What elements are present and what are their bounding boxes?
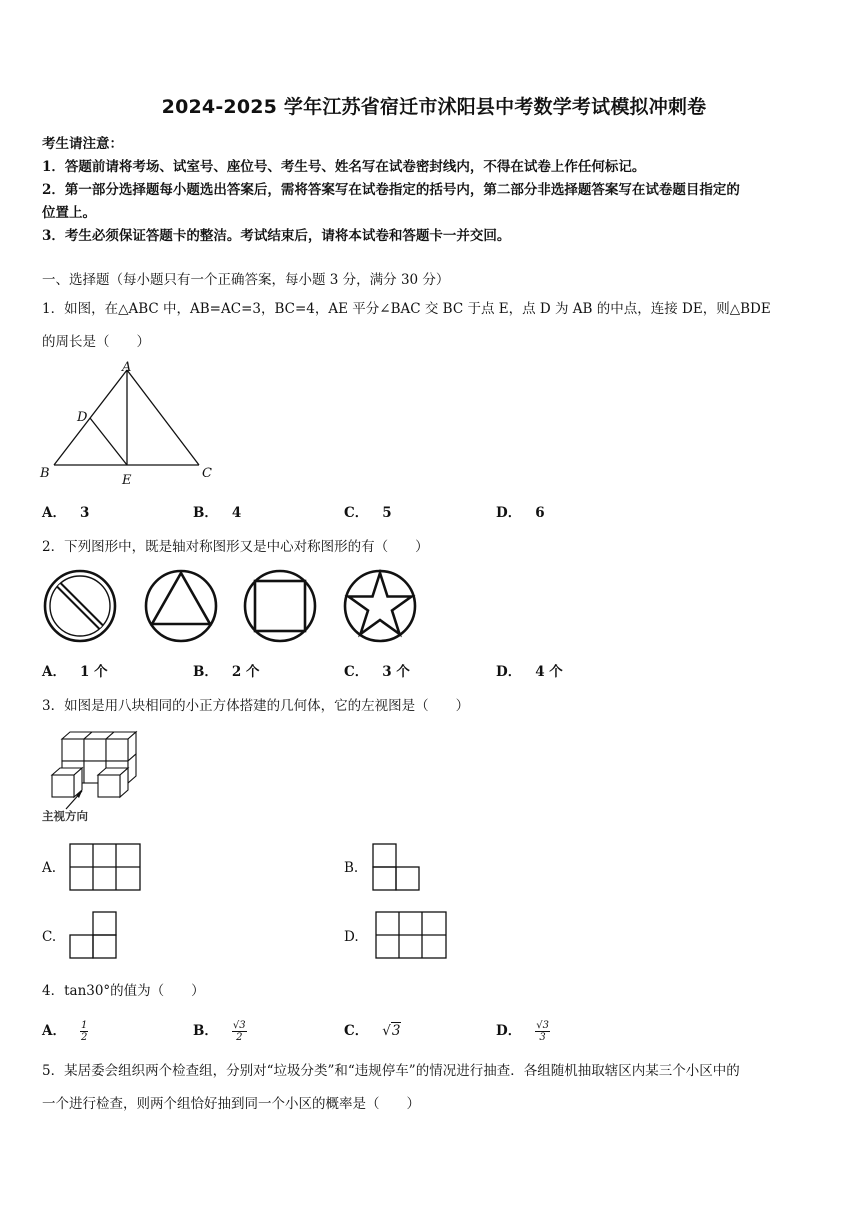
q4-option-c: C． √3 <box>344 1023 401 1039</box>
q2-option-b: B． 2 个 <box>193 664 260 680</box>
page-title: 2024-2025 学年江苏省宿迁市沭阳县中考数学考试模拟冲刺卷 <box>161 96 707 118</box>
q3-option-a-label: A. <box>42 860 57 876</box>
q3-option-d-label: D. <box>344 929 359 945</box>
question-1-text: 1．如图，在△ABC 中，AB=AC=3，BC=4，AE 平分∠BAC 交 BC 于点 E，点 D 为 AB 的中点，连接 DE，则△BDE <box>42 301 771 317</box>
q1-option-a: A． 3 <box>42 505 90 521</box>
q4-option-b: B． $\frac{√3}{2}$ <box>193 1020 246 1043</box>
q3-option-b-figure <box>372 843 424 893</box>
question-1-text-cont: 的周长是（ ） <box>42 334 150 350</box>
symmetry-shapes-figure <box>40 563 430 649</box>
q3-option-b-label: B. <box>344 860 359 876</box>
q1-option-d: D． 6 <box>496 505 545 521</box>
vertex-label-e: E <box>122 473 132 488</box>
question-2-text: 2．下列图形中，既是轴对称图形又是中心对称图形的有（ ） <box>42 539 429 555</box>
q1-option-c: C． 5 <box>344 505 392 521</box>
question-5-text: 5．某居委会组织两个检查组，分别对“垃圾分类”和“违规停车”的情况进行抽查．各组随机抽取辖区内某三个小区中的 <box>42 1063 740 1079</box>
notice-item-3: 3．考生必须保证答题卡的整洁。考试结束后，请将本试卷和答题卡一并交回。 <box>42 228 511 244</box>
q2-option-c: C． 3 个 <box>344 664 410 680</box>
question-5-text-cont: 一个进行检查，则两个组恰好抽到同一个小区的概率是（ ） <box>42 1096 420 1112</box>
vertex-label-a: A <box>122 360 132 375</box>
vertex-label-d: D <box>77 410 88 425</box>
q1-option-b: B． 4 <box>193 505 242 521</box>
fraction-root3-over-2: $\frac{√3}{2}$ <box>232 1020 246 1043</box>
q4-option-d: D． $\frac{√3}{3}$ <box>496 1020 549 1043</box>
notice-item-2: 2．第一部分选择题每小题选出答案后，需将答案写在试卷指定的括号内，第二部分非选择题答案写在试卷题目指定的 <box>42 182 740 198</box>
triangle-figure <box>36 360 218 488</box>
fraction-one-half: $\frac{1}{2}$ <box>80 1020 88 1043</box>
circle-square-shape <box>245 571 315 641</box>
circle-star-shape <box>345 571 415 641</box>
q2-option-d: D． 4 个 <box>496 664 563 680</box>
notice-heading: 考生请注意： <box>42 136 123 152</box>
circle-slash-shape <box>45 571 115 641</box>
q3-option-d-figure <box>375 911 449 961</box>
q4-option-a: A． $\frac{1}{2}$ <box>42 1020 88 1043</box>
q2-option-a: A． 1 个 <box>42 664 108 680</box>
section-heading: 一、选择题（每小题只有一个正确答案，每小题 3 分，满分 30 分） <box>42 272 450 288</box>
square-root-3: √3 <box>382 1023 401 1039</box>
question-4-text: 4．tan30°的值为（ ） <box>42 983 205 999</box>
q3-option-c-figure <box>69 911 121 961</box>
circle-triangle-shape <box>146 571 216 641</box>
notice-item-1: 1．答题前请将考场、试室号、座位号、考生号、姓名写在试卷密封线内，不得在试卷上作任何标记。 <box>42 159 646 175</box>
vertex-label-b: B <box>40 466 50 481</box>
q3-option-a-figure <box>69 843 143 893</box>
fraction-root3-over-3: $\frac{√3}{3}$ <box>536 1020 549 1043</box>
view-direction-caption: 主视方向 <box>42 809 88 823</box>
q3-option-c-label: C. <box>42 929 57 945</box>
question-3-text: 3．如图是用八块相同的小正方体搭建的几何体，它的左视图是（ ） <box>42 698 470 714</box>
vertex-label-c: C <box>202 466 212 481</box>
notice-item-2-cont: 位置上。 <box>42 205 96 221</box>
